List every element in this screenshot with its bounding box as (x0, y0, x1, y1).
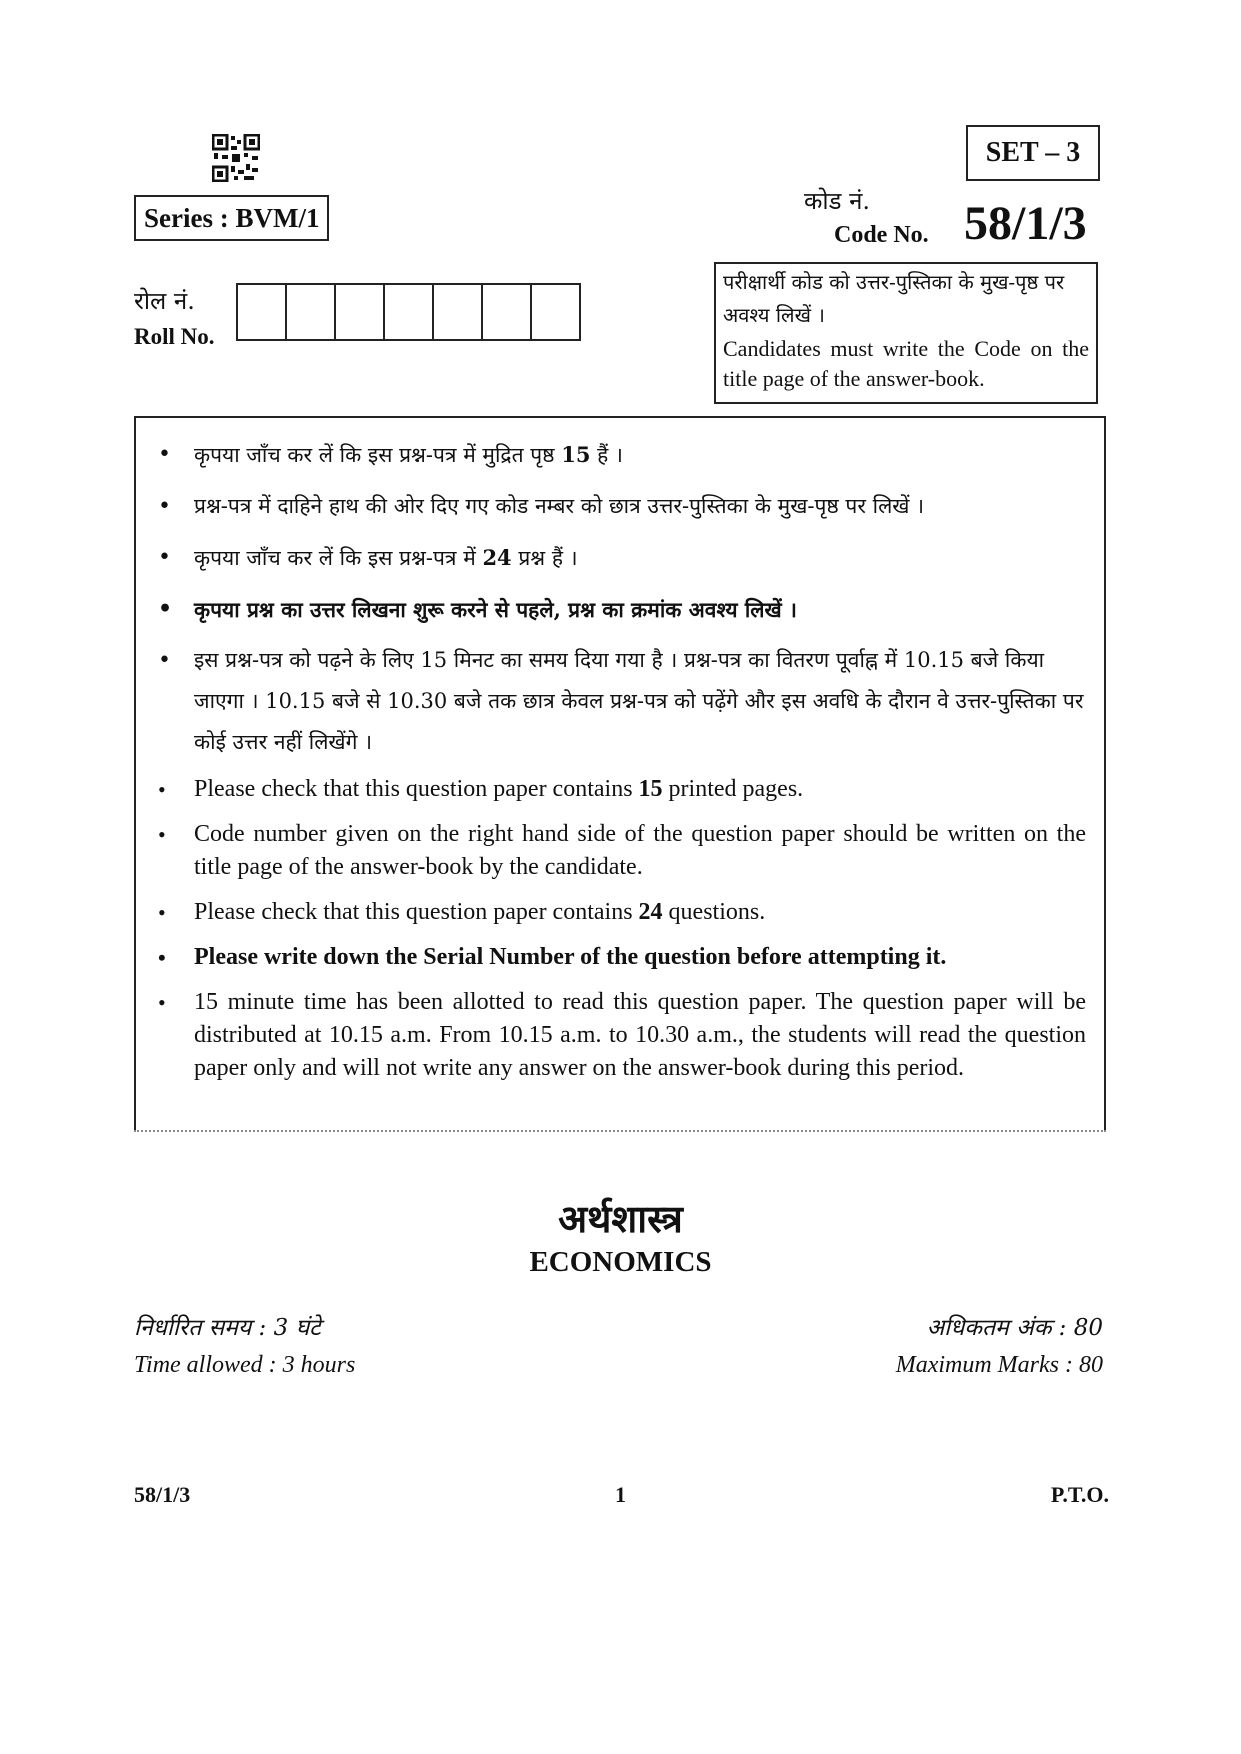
instruction-item (154, 537, 1086, 579)
instruction-item: • Code number given on the right hand side of the question paper should be written on the title page of the answer-book by the candidate. (154, 818, 1086, 884)
time-allowed-hindi: निर्धारित समय : 3 घंटे (134, 1315, 321, 1341)
max-marks-hindi: अधिकतम अंक : 80 (926, 1315, 1103, 1341)
roll-digit-box[interactable] (238, 285, 287, 339)
instructions-box (134, 416, 1106, 1132)
code-label-hindi: कोड नं. (804, 187, 871, 215)
instruction-text: printed pages. (662, 776, 804, 802)
roll-digit-box[interactable] (483, 285, 532, 339)
footer-code: 58/1/3 (134, 1482, 191, 1507)
instruction-text: Please check that this question paper contains (194, 899, 639, 925)
instruction-text: प्रश्न हैं । (511, 546, 578, 570)
max-marks-english: Maximum Marks : 80 (895, 1352, 1103, 1378)
roll-number-boxes[interactable] (236, 283, 581, 341)
instruction-item: • प्रश्न-पत्र में दाहिने हाथ की ओर दिए गए कोड नम्बर को छात्र उत्तर-पुस्तिका के मुख-पृष्ठ पर लिखें । (154, 486, 1086, 527)
instruction-number: 15 (638, 776, 663, 802)
dotted-divider (134, 1130, 1106, 1132)
roll-label-hindi: रोल नं. (134, 287, 195, 315)
instruction-item (154, 434, 1086, 476)
pto-label: P.T.O. (1050, 1482, 1109, 1507)
roll-digit-box[interactable] (434, 285, 483, 339)
subject-title-hindi: अर्थशास्त्र (558, 1196, 683, 1241)
instruction-number: 24 (482, 545, 512, 570)
candidate-note-box (714, 262, 1098, 404)
instruction-text: हैं । (590, 443, 623, 467)
instruction-item (154, 896, 1086, 929)
series-label: Series : BVM/1 (134, 195, 329, 241)
instruction-number: 15 (561, 442, 591, 467)
time-allowed-english: Time allowed : 3 hours (134, 1352, 356, 1378)
roll-label-english: Roll No. (134, 324, 215, 349)
qr-code-icon (212, 134, 260, 182)
code-number: 58/1/3 (964, 197, 1087, 250)
roll-digit-box[interactable] (385, 285, 434, 339)
code-label-english: Code No. (834, 222, 929, 248)
instruction-item (154, 773, 1086, 806)
candidate-note-hindi: परीक्षार्थी कोड को उत्तर-पुस्तिका के मुख-पृष्ठ पर अवश्य लिखें । (723, 270, 1065, 327)
instruction-item: • 15 minute time has been allotted to read this question paper. The question paper will be distributed at 10.15 a.m. From 10.15 a.m. to 10.30 a.m., the students will read the question paper only and will not write any answer on the answer-book during this period. (154, 986, 1086, 1085)
instructions-list (136, 418, 1104, 1085)
page-number: 1 (615, 1482, 626, 1507)
instruction-number: 24 (638, 899, 663, 925)
instruction-item: • इस प्रश्न-पत्र को पढ़ने के लिए 15 मिनट का समय दिया गया है । प्रश्न-पत्र का वितरण पूर्वाह्न में 10.15 बजे किया जाएगा । 10.15 बजे से 10.30 बजे तक छात्र केवल प्रश्न-पत्र को पढ़ेंगे और इस अवधि के दौरान वे उत्तर-पुस्तिका पर कोई उत्तर नहीं लिखेंगे । (154, 640, 1086, 763)
candidate-note-english: Candidates must write the Code on the title page of the answer-book. (723, 336, 1089, 391)
subject-title-english: ECONOMICS (529, 1246, 712, 1278)
instruction-text: questions. (662, 899, 766, 925)
roll-digit-box[interactable] (336, 285, 385, 339)
instruction-text: कृपया जाँच कर लें कि इस प्रश्न-पत्र में मुद्रित पृष्ठ (194, 443, 562, 467)
roll-digit-box[interactable] (287, 285, 336, 339)
set-label: SET – 3 (966, 125, 1100, 181)
instruction-item: • कृपया प्रश्न का उत्तर लिखना शुरू करने से पहले, प्रश्न का क्रमांक अवश्य लिखें । (154, 589, 1086, 630)
roll-digit-box[interactable] (532, 285, 581, 339)
instruction-text: Please check that this question paper contains (194, 776, 639, 802)
instruction-item: • Please write down the Serial Number of the question before attempting it. (154, 941, 1086, 974)
instruction-text: कृपया जाँच कर लें कि इस प्रश्न-पत्र में (194, 546, 483, 570)
